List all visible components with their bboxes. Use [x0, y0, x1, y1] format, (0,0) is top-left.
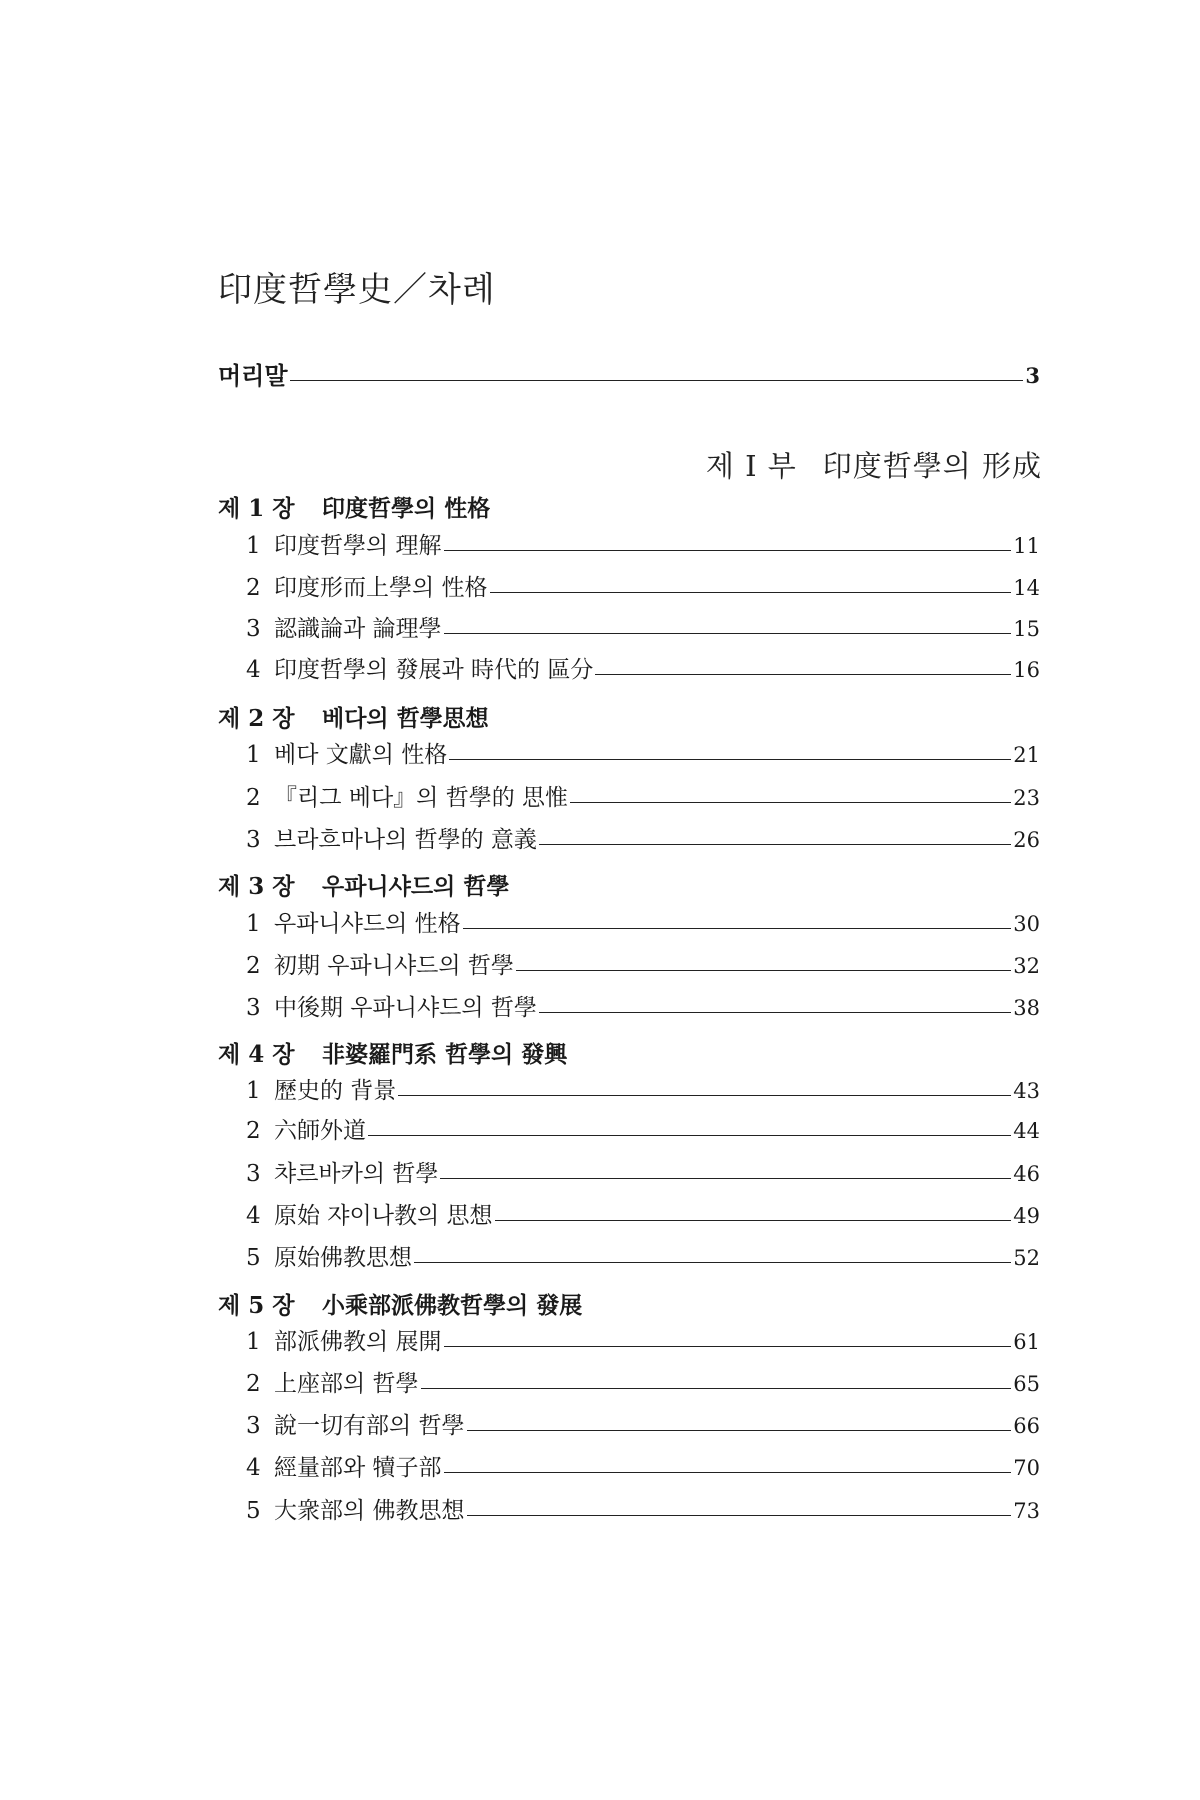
dot-leader	[414, 1262, 1011, 1263]
toc-entry[interactable]	[246, 1202, 1040, 1230]
section-title: 챠르바카의 哲學	[274, 1161, 439, 1187]
dot-leader	[444, 633, 1012, 634]
page-number: 44	[1013, 1119, 1040, 1143]
page-number: 61	[1013, 1330, 1040, 1354]
section-number: 3	[246, 1413, 261, 1439]
dot-leader	[440, 1178, 1011, 1179]
toc-entry[interactable]	[246, 741, 1040, 769]
toc-entry[interactable]	[246, 574, 1040, 602]
chapter-number: 제 1 장	[218, 495, 295, 522]
section-title: 原始佛教思想	[274, 1245, 412, 1271]
section-number: 1	[246, 1329, 261, 1355]
section-title: 印度哲學의 理解	[274, 533, 442, 559]
page-number: 65	[1013, 1372, 1040, 1396]
page-number: 46	[1013, 1162, 1040, 1186]
chapter-title: 베다의 哲學思想	[322, 705, 489, 732]
toc-entry[interactable]	[246, 615, 1040, 643]
page-number: 38	[1013, 996, 1040, 1020]
section-title: 部派佛教의 展開	[274, 1329, 442, 1355]
dot-leader	[421, 1388, 1012, 1389]
section-number: 2	[246, 1371, 261, 1397]
page-number: 30	[1013, 912, 1040, 936]
page-number: 43	[1013, 1079, 1040, 1103]
section-title: 中後期 우파니샤드의 哲學	[274, 995, 537, 1021]
toc-entry[interactable]	[246, 1077, 1040, 1105]
dot-leader	[368, 1135, 1011, 1136]
section-number: 2	[246, 785, 261, 811]
chapter-title: 非婆羅門系 哲學의 發興	[322, 1041, 568, 1068]
dot-leader	[570, 802, 1011, 803]
section-number: 2	[246, 953, 261, 979]
page-number: 3	[1025, 363, 1040, 388]
page-number: 16	[1013, 658, 1040, 682]
toc-entry[interactable]	[246, 1412, 1040, 1440]
toc-entry[interactable]	[246, 1244, 1040, 1272]
section-number: 1	[246, 1078, 261, 1104]
dot-leader	[444, 1346, 1012, 1347]
chapter-title: 우파니샤드의 哲學	[322, 873, 510, 900]
dot-leader	[290, 380, 1024, 381]
toc-entry[interactable]	[246, 1160, 1040, 1188]
section-title: 認識論과 論理學	[274, 616, 442, 642]
chapter-number: 제 5 장	[218, 1292, 295, 1319]
toc-entry[interactable]	[246, 784, 1040, 812]
page-number: 21	[1013, 743, 1040, 767]
chapter-heading	[218, 1036, 567, 1069]
dot-leader	[539, 844, 1011, 845]
section-number: 5	[246, 1245, 261, 1271]
part-heading	[706, 444, 1042, 485]
section-title: 브라흐마나의 哲學的 意義	[274, 827, 537, 853]
section-number: 2	[246, 1118, 261, 1144]
dot-leader	[467, 1430, 1012, 1431]
section-title: 大衆部의 佛教思想	[274, 1498, 465, 1524]
section-title: 六師外道	[274, 1118, 366, 1144]
preface-label: 머리말	[218, 361, 288, 390]
section-number: 1	[246, 533, 261, 559]
section-title: 印度形而上學의 性格	[274, 575, 488, 601]
toc-entry[interactable]	[246, 826, 1040, 854]
chapter-number: 제 4 장	[218, 1041, 295, 1068]
dot-leader	[539, 1012, 1011, 1013]
part-title: 印度哲學의 形成	[822, 449, 1042, 483]
page-number: 52	[1013, 1246, 1040, 1270]
section-number: 4	[246, 1455, 261, 1481]
chapter-heading	[218, 868, 509, 901]
chapter-title: 印度哲學의 性格	[322, 495, 491, 522]
section-title: 說一切有部의 哲學	[274, 1413, 465, 1439]
section-title: 上座部의 哲學	[274, 1371, 419, 1397]
section-number: 3	[246, 616, 261, 642]
dot-leader	[495, 1220, 1012, 1221]
section-number: 3	[246, 827, 261, 853]
section-number: 4	[246, 657, 261, 683]
dot-leader	[595, 674, 1011, 675]
section-number: 2	[246, 575, 261, 601]
dot-leader	[398, 1095, 1011, 1096]
toc-entry[interactable]	[246, 532, 1040, 560]
section-title: 우파니샤드의 性格	[274, 911, 461, 937]
section-number: 4	[246, 1203, 261, 1229]
section-title: 베다 文獻의 性格	[274, 742, 448, 768]
part-number: 제 I 부	[705, 449, 797, 483]
dot-leader	[444, 550, 1012, 551]
page-number: 49	[1013, 1204, 1040, 1228]
chapter-number: 제 3 장	[218, 873, 295, 900]
book-title: 印度哲學史／차례	[218, 270, 496, 310]
section-title: 印度哲學의 發展과 時代的 區分	[274, 657, 594, 683]
dot-leader	[444, 1472, 1012, 1473]
toc-entry[interactable]	[246, 1454, 1040, 1482]
section-title: 初期 우파니샤드의 哲學	[274, 953, 514, 979]
page-number: 73	[1013, 1499, 1040, 1523]
section-number: 1	[246, 911, 261, 937]
section-number: 3	[246, 1161, 261, 1187]
chapter-number: 제 2 장	[218, 705, 295, 732]
page-number: 26	[1013, 828, 1040, 852]
toc-entry[interactable]	[246, 1117, 1040, 1145]
page-number: 23	[1013, 786, 1040, 810]
dot-leader	[516, 970, 1011, 971]
toc-entry[interactable]	[246, 910, 1040, 938]
page-number: 14	[1013, 576, 1040, 600]
dot-leader	[449, 759, 1011, 760]
toc-entry[interactable]	[246, 1370, 1040, 1398]
section-title: 原始 쟈이나教의 思想	[274, 1203, 493, 1229]
chapter-heading	[218, 700, 489, 733]
section-number: 3	[246, 995, 261, 1021]
toc-entry[interactable]	[246, 656, 1040, 684]
toc-entry[interactable]	[246, 1328, 1040, 1356]
section-number: 1	[246, 742, 261, 768]
page-number: 11	[1013, 534, 1040, 558]
section-title: 『리그 베다』의 哲學的 思惟	[274, 785, 569, 811]
page-number: 32	[1013, 954, 1040, 978]
dot-leader	[490, 592, 1012, 593]
dot-leader	[463, 928, 1012, 929]
page-number: 66	[1013, 1414, 1040, 1438]
page-number: 70	[1013, 1456, 1040, 1480]
toc-entry[interactable]	[246, 1497, 1040, 1525]
toc-entry[interactable]	[246, 994, 1040, 1022]
section-number: 5	[246, 1498, 261, 1524]
toc-entry-preface[interactable]	[218, 362, 1040, 390]
toc-entry[interactable]	[246, 952, 1040, 980]
section-title: 歷史的 背景	[274, 1078, 397, 1104]
chapter-title: 小乘部派佛教哲學의 發展	[322, 1292, 583, 1319]
section-title: 經量部와 犢子部	[274, 1455, 442, 1481]
chapter-heading	[218, 1287, 582, 1320]
page-number: 15	[1013, 617, 1040, 641]
chapter-heading	[218, 490, 490, 523]
dot-leader	[467, 1515, 1012, 1516]
